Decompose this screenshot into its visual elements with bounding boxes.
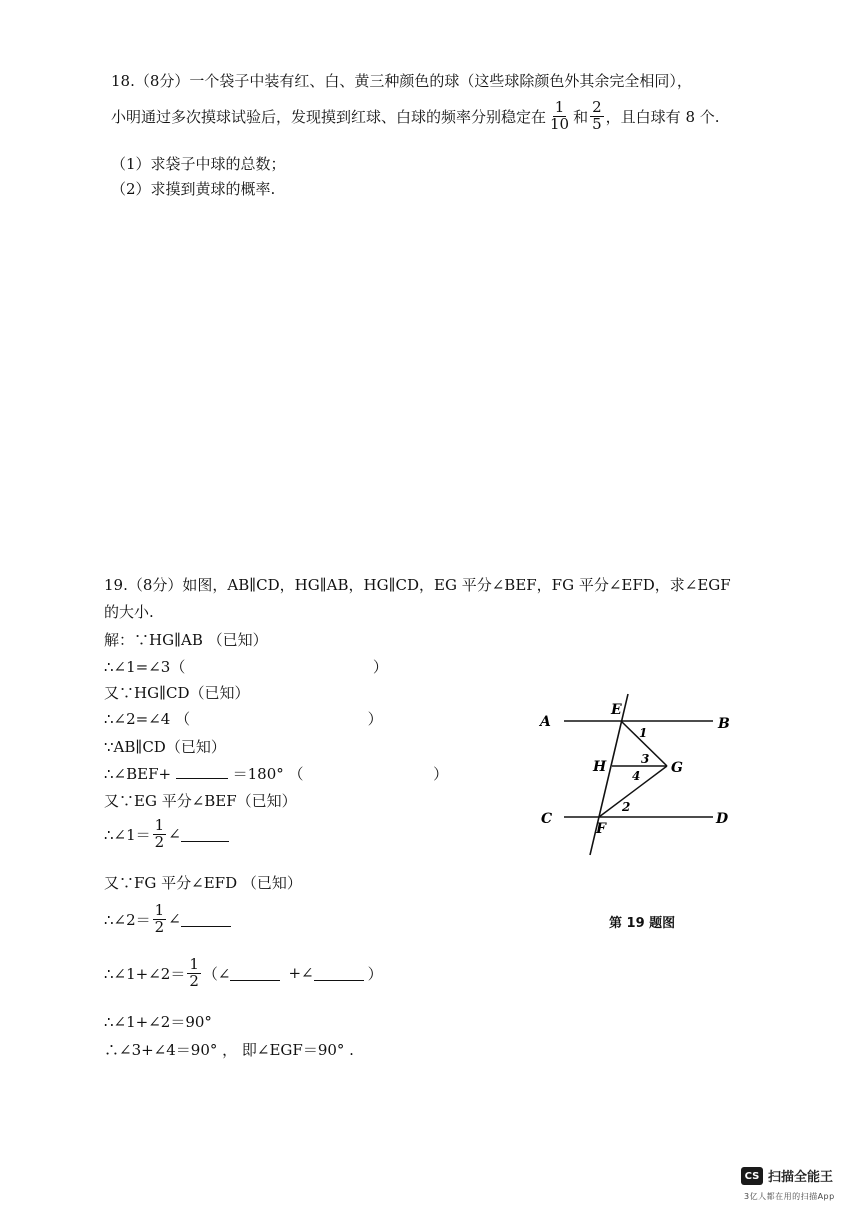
label-d: D: [716, 811, 729, 827]
step-10-angle: ∠: [168, 910, 181, 929]
step-4: [104, 708, 383, 729]
label-angle-4: 4: [632, 769, 641, 783]
step-5: ∵AB∥CD（已知）: [104, 738, 226, 756]
answer-blank[interactable]: [176, 764, 228, 779]
fraction-one-half: [153, 903, 167, 936]
half-denominator: 2: [154, 832, 165, 851]
label-g: G: [671, 760, 683, 776]
fraction-one-half: [153, 818, 167, 851]
half-denominator: 2: [154, 917, 165, 936]
q19-header2: 的大小.: [104, 603, 154, 621]
label-angle-1: 1: [639, 726, 648, 740]
step-2-text: ∴∠1=∠3（: [104, 658, 186, 676]
q18-part1: （1）求袋子中球的总数；: [111, 155, 286, 173]
q18-line2-mid: 和: [573, 107, 589, 126]
answer-blank[interactable]: [230, 966, 280, 981]
step-4-text: ∴∠2=∠4 （: [104, 710, 191, 728]
label-angle-3: 3: [641, 752, 650, 766]
half-numerator: 1: [189, 955, 199, 973]
step-12: ∴∠1+∠2＝90°: [104, 1013, 212, 1031]
half-denominator: 2: [189, 971, 199, 990]
step-1: 解：∵HG∥AB （已知）: [104, 631, 268, 649]
frac1-numerator: 1: [554, 98, 565, 116]
step-4-close: ）: [367, 710, 383, 728]
label-h: H: [593, 759, 607, 775]
step-2: [104, 656, 388, 677]
step-13: ∴∠3+∠4＝90° ， 即∠EGF＝90° .: [104, 1041, 354, 1059]
label-e: E: [611, 702, 622, 718]
answer-blank[interactable]: [314, 966, 364, 981]
q18-part2: （2）求摸到黄球的概率.: [111, 180, 276, 198]
geometry-figure: [530, 690, 750, 865]
half-numerator: 1: [154, 901, 165, 919]
q18-header: 18.（8分）一个袋子中装有红、白、黄三种颜色的球（这些球除颜色外其余完全相同），: [111, 72, 692, 90]
step-10-pre: ∴∠2＝: [104, 910, 151, 929]
label-b: B: [718, 716, 730, 732]
step-8-pre: ∴∠1＝: [104, 825, 151, 844]
step-3: 又∵HG∥CD（已知）: [104, 684, 250, 702]
step-6-post: ＝180° （: [232, 765, 304, 783]
step-11-b: +∠: [288, 964, 314, 983]
label-f: F: [596, 821, 606, 837]
step-9: 又∵FG 平分∠EFD （已知）: [104, 874, 302, 892]
scanner-app-tagline: 3亿人都在用的扫描App: [744, 1192, 835, 1201]
step-6: [104, 763, 448, 784]
frac2-denominator: 5: [592, 114, 602, 133]
q18-line2-post: ，且白球有 8 个.: [605, 107, 720, 126]
q18-line2: [111, 100, 720, 133]
step-11-pre: ∴∠1+∠2＝: [104, 964, 186, 983]
fraction-two-fifths: [590, 100, 604, 133]
step-8: [104, 818, 229, 851]
frac1-denominator: 10: [550, 114, 570, 133]
label-angle-2: 2: [622, 800, 631, 814]
frac2-numerator: 2: [592, 98, 602, 116]
scanner-app-name: 扫描全能王: [768, 1170, 834, 1185]
q18-line2-pre: 小明通过多次摸球试验后，发现摸到红球、白球的频率分别稳定在: [111, 107, 547, 126]
label-c: C: [541, 811, 553, 827]
fraction-one-tenth: [548, 100, 571, 133]
label-a: A: [540, 714, 551, 730]
answer-blank[interactable]: [181, 912, 231, 927]
fraction-one-half: [187, 957, 201, 990]
figure-caption: 第 19 题图: [609, 916, 676, 931]
step-2-close: ）: [372, 658, 388, 676]
step-10: [104, 903, 231, 936]
step-6-close: ）: [433, 765, 449, 783]
step-6-pre: ∴∠BEF+: [104, 765, 172, 783]
answer-blank[interactable]: [181, 827, 229, 842]
q19-header: 19.（8分）如图，AB∥CD，HG∥AB，HG∥CD，EG 平分∠BEF，FG 平分∠EFD，求∠EGF: [104, 576, 731, 594]
scanner-logo-icon: CS: [741, 1167, 763, 1185]
step-11: [104, 957, 383, 990]
half-numerator: 1: [154, 816, 165, 834]
step-8-angle: ∠: [168, 825, 181, 844]
step-7: 又∵EG 平分∠BEF（已知）: [104, 792, 297, 810]
step-11-a: （∠: [202, 964, 231, 983]
step-11-c: ）: [367, 964, 383, 983]
